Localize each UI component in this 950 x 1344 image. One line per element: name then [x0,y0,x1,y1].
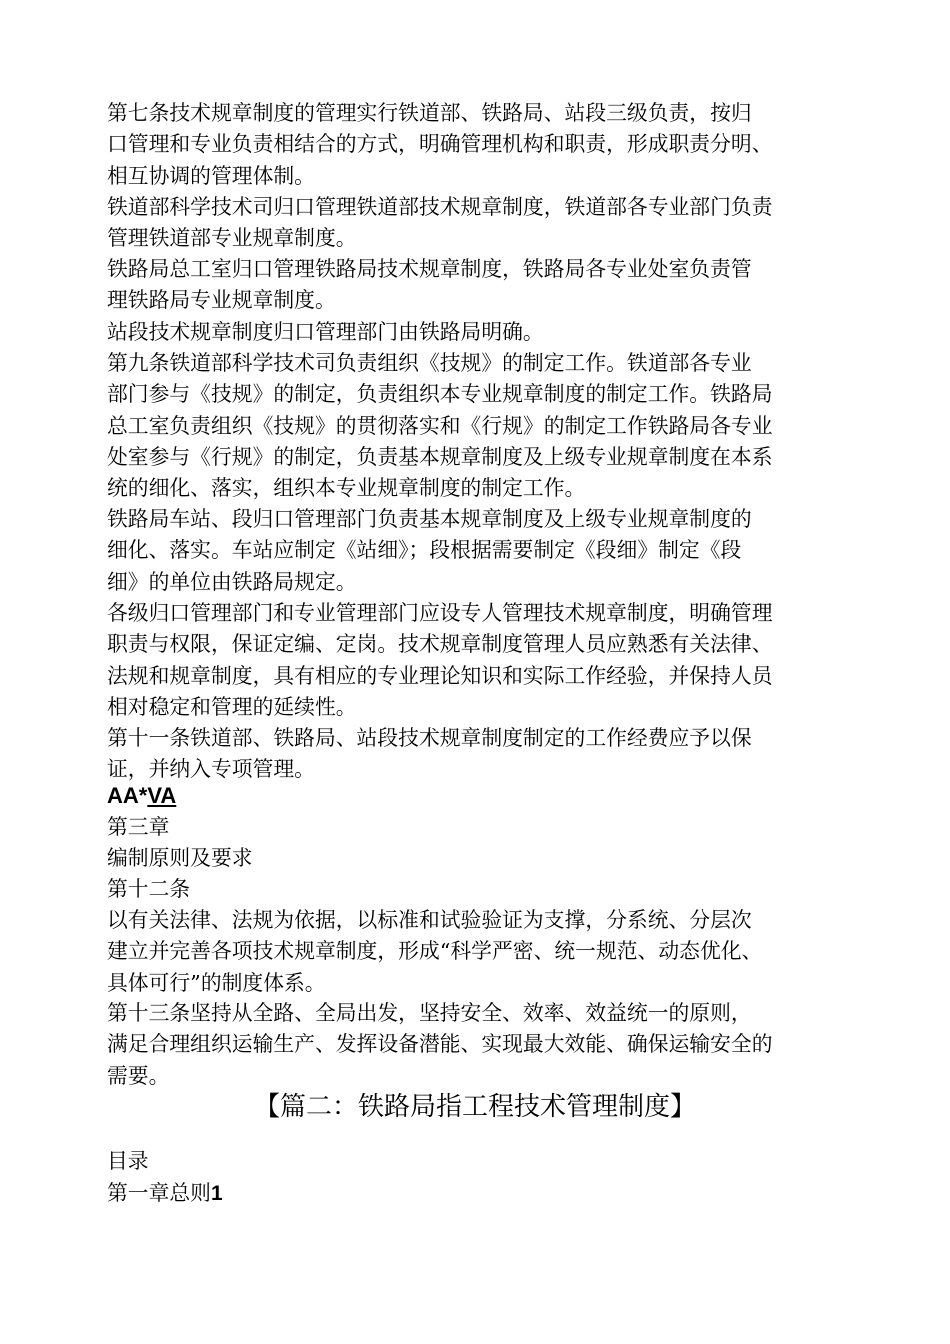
text-line: 第十二条 [107,877,191,901]
toc-entry-text: 第一章总则 [107,1181,211,1205]
toc-entry-page: 1 [210,1182,223,1205]
text-line: 管理铁道部专业规章制度。 [107,226,357,251]
toc-entry [107,1178,223,1209]
paragraph [107,598,867,723]
text-line: 总工室负责组织《技规》的贯彻落实和《行规》的制定工作铁路局各专业 [107,413,773,438]
text-line: 铁路局车站、段归口管理部门负责基本规章制度及上级专业规章制度的 [107,507,752,531]
text-line: 相对稳定和管理的延续性。 [107,694,357,719]
text-line: 第七条技术规章制度的管理实行铁道部、铁路局、站段三级负责，按归 [107,101,752,125]
paragraph [107,348,867,504]
mark-plain: AA* [107,783,148,808]
text-line: 相互协调的管理体制。 [107,163,315,188]
text-line: 职责与权限，保证定编、定岗。技术规章制度管理人员应熟悉有关法律、 [107,632,773,657]
text-line: 以有关法律、法规为依据，以标准和试验验证为支撑，分系统、分层次 [107,908,752,932]
mark-underlined: VA [147,783,177,808]
text-line: 部门参与《技规》的制定，负责组织本专业规章制度的制定工作。铁路局 [107,382,773,407]
text-line: 铁道部科学技术司归口管理铁道部技术规章制度，铁道部各专业部门负责 [107,195,773,219]
paragraph [107,317,867,348]
paragraph [107,723,867,786]
text-line: 细》的单位由铁路局规定。 [107,569,357,594]
text-line: 第九条铁道部科学技术司负责组织《技规》的制定工作。铁道部各专业 [107,351,752,375]
text-line: 法规和规章制度，具有相应的专业理论知识和实际工作经验，并保持人员 [107,663,773,688]
article-label [107,874,867,905]
paragraph [107,905,867,999]
text-line: 第十三条坚持从全路、全局出发，坚持安全、效率、效益统一的原则， [107,1001,752,1025]
text-line: 第十一条铁道部、铁路局、站段技术规章制度制定的工作经费应予以保 [107,726,752,750]
chapter-title [107,843,867,874]
text-line: 编制原则及要求 [107,846,253,870]
text-line: 统的细化、落实，组织本专业规章制度的制定工作。 [107,476,586,501]
text-line: 铁路局总工室归口管理铁路局技术规章制度，铁路局各专业处室负责管 [107,257,752,281]
text-line: 建立并完善各项技术规章制度，形成“科学严密、统一规范、动态优化、 [107,939,763,964]
paragraph [107,998,867,1092]
chapter-label [107,812,867,843]
text-line: 理铁路局专业规章制度。 [107,288,336,313]
text-line: 需要。 [107,1063,170,1088]
text-line: 各级归口管理部门和专业管理部门应设专人管理技术规章制度，明确管理 [107,601,773,625]
toc-title: 目录 [107,1149,149,1173]
paragraph [107,254,867,317]
paragraph [107,504,867,598]
text-line: 满足合理组织运输生产、发挥设备潜能、实现最大效能、确保运输安全的 [107,1032,773,1057]
text-line: 站段技术规章制度归口管理部门由铁路局明确。 [107,320,544,344]
stray-mark [107,781,176,811]
paragraph [107,192,867,255]
text-line: 细化、落实。车站应制定《站细》；段根据需要制定《段细》制定《段 [107,538,742,563]
text-line: 证，并纳入专项管理。 [107,757,315,782]
paragraph [107,98,867,192]
text-line: 口管理和专业负责相结合的方式，明确管理机构和职责，形成职责分明、 [107,132,773,157]
text-line: 处室参与《行规》的制定，负责基本规章制度及上级专业规章制度在本系 [107,444,773,469]
text-line: 第三章 [107,815,170,839]
text-line: 具体可行”的制度体系。 [107,970,326,995]
section-heading: 【篇二：铁路局指工程技术管理制度】 [253,1092,696,1122]
